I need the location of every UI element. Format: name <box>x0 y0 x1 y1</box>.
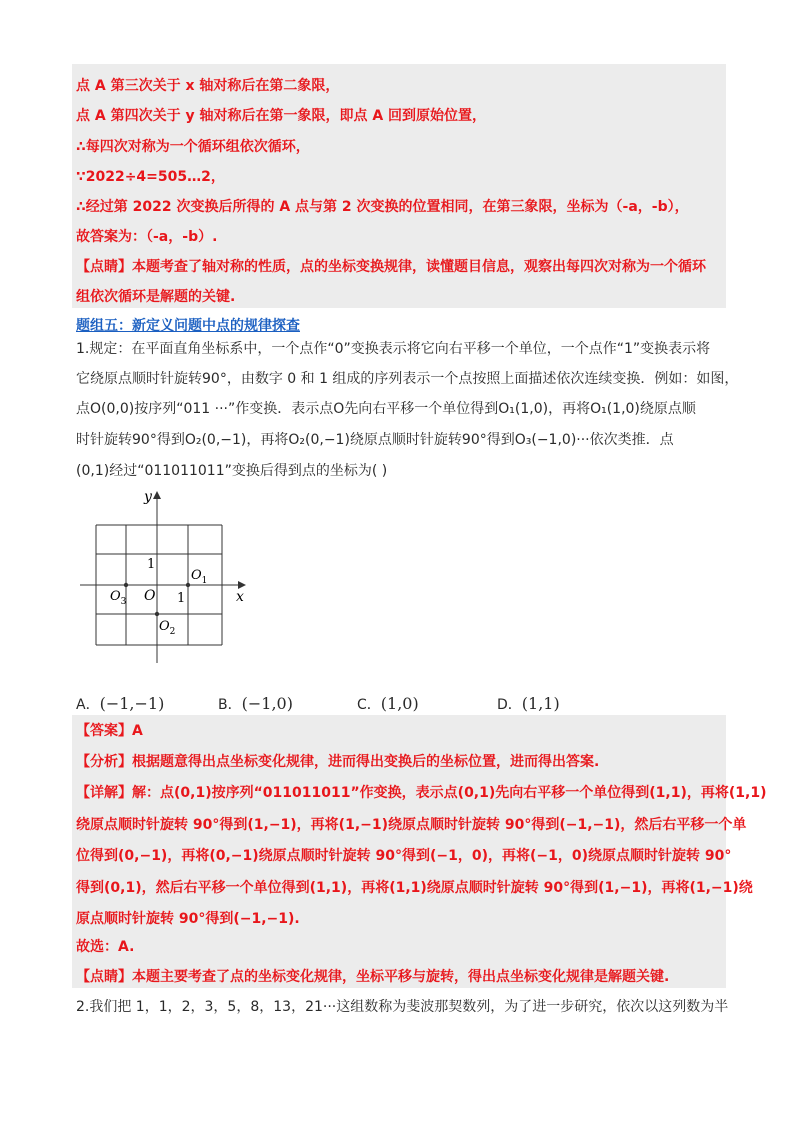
question-line: 1.规定：在平面直角坐标系中，一个点作“0”变换表示将它向右平移一个单位，一个点作“1”变换表示将 <box>76 341 711 357</box>
detail-line: 绕原点顺时针旋转 90°得到(1,−1)，再将(1,−1)绕原点顺时针旋转 90°得到(−1,−1)，然后右平移一个单 <box>76 817 747 833</box>
y-axis-label: y <box>144 489 152 505</box>
analysis-line: 【分析】根据题意得出点坐标变化规律，进而得出变换后的坐标位置，进而得出答案. <box>76 754 600 770</box>
detail-line: 位得到(0,−1)，再将(0,−1)绕原点顺时针旋转 90°得到(−1，0)，再将(−1，0)绕原点顺时针旋转 90° <box>76 848 732 864</box>
point-o2 <box>155 612 159 616</box>
comment-line: 【点睛】本题考查了轴对称的性质，点的坐标变换规律，读懂题目信息，观察出每四次对称为一个循环 <box>76 259 706 275</box>
option-value: (1,1) <box>521 694 560 713</box>
option-value: (−1,−1) <box>99 694 165 713</box>
question-line: 点O(0,0)按序列“011 ···”作变换．表示点O先向右平移一个单位得到O₁(1,0)，再将O₁(1,0)绕原点顺 <box>76 401 696 417</box>
x-axis-label: x <box>236 589 244 605</box>
point-o3-label: $O_3$ <box>110 589 127 607</box>
detail-line: 【详解】解：点(0,1)按序列“011011011”作变换，表示点(0,1)先向右平移一个单位得到(1,1)，再将(1,1) <box>76 785 767 801</box>
option-c[interactable] <box>357 692 419 717</box>
solution-line: 故答案为：（-a，-b）. <box>76 229 218 245</box>
option-letter: C． <box>357 697 381 713</box>
option-a[interactable] <box>76 692 164 717</box>
detail-line: 原点顺时针旋转 90°得到(−1,−1). <box>76 911 300 927</box>
option-d[interactable] <box>497 692 560 717</box>
point-o1-label: $O_1$ <box>191 568 208 586</box>
question2-line: 2.我们把 1，1，2，3，5，8，13，21···这组数称为斐波那契数列，为了进一步研究，依次以这列数为半 <box>76 999 729 1015</box>
option-letter: A． <box>76 697 100 713</box>
answer-block <box>72 715 767 988</box>
x-tick-label: 1 <box>177 591 186 606</box>
option-b[interactable] <box>218 692 293 717</box>
point-o3 <box>124 583 128 587</box>
comment-line: 【点睛】本题主要考查了点的坐标变化规律，坐标平移与旋转，得出点坐标变化规律是解题关键. <box>76 969 670 985</box>
coordinate-grid-figure <box>80 485 280 685</box>
solution-line: ∴经过第 2022 次变换后所得的 A 点与第 2 次变换的位置相同，在第三象限，坐标为（-a，-b）， <box>76 199 689 215</box>
question-line: 时针旋转90°得到O₂(0,−1)，再将O₂(0,−1)绕原点顺时针旋转90°得到O₃(−1,0)···依次类推．点 <box>76 432 674 448</box>
option-value: (1,0) <box>380 694 419 713</box>
option-value: (−1,0) <box>241 694 293 713</box>
axes <box>80 499 238 663</box>
section-heading: 题组五：新定义问题中点的规律探查 <box>76 318 300 334</box>
point-o2-label: $O_2$ <box>159 619 176 637</box>
solution-line: 点 A 第三次关于 x 轴对称后在第二象限， <box>76 78 340 94</box>
choice-line: 故选：A. <box>76 939 135 955</box>
solution-block <box>72 64 726 308</box>
point-o1 <box>186 583 190 587</box>
question-line: (0,1)经过“011011011”变换后得到点的坐标为( ) <box>76 463 388 479</box>
y-axis-arrow <box>153 491 161 499</box>
origin-label: O <box>144 588 156 604</box>
y-tick-label: 1 <box>147 557 156 572</box>
option-letter: B． <box>218 697 242 713</box>
x-axis-arrow <box>238 581 246 589</box>
detail-line: 得到(0,1)，然后右平移一个单位得到(1,1)，再将(1,1)绕原点顺时针旋转 90°得到(1,−1)，再将(1,−1)绕 <box>76 880 753 896</box>
solution-line: ∵2022÷4=505…2， <box>76 169 225 185</box>
answer-line: 【答案】A <box>76 723 143 739</box>
option-letter: D． <box>497 697 522 713</box>
question-line: 它绕原点顺时针旋转90°，由数字 0 和 1 组成的序列表示一个点按照上面描述依次连续变换．例如：如图， <box>76 371 739 387</box>
solution-line: ∴每四次对称为一个循环组依次循环， <box>76 139 310 155</box>
comment-line: 组依次循环是解题的关键. <box>76 289 236 305</box>
solution-line: 点 A 第四次关于 y 轴对称后在第一象限，即点 A 回到原始位置， <box>76 108 487 124</box>
